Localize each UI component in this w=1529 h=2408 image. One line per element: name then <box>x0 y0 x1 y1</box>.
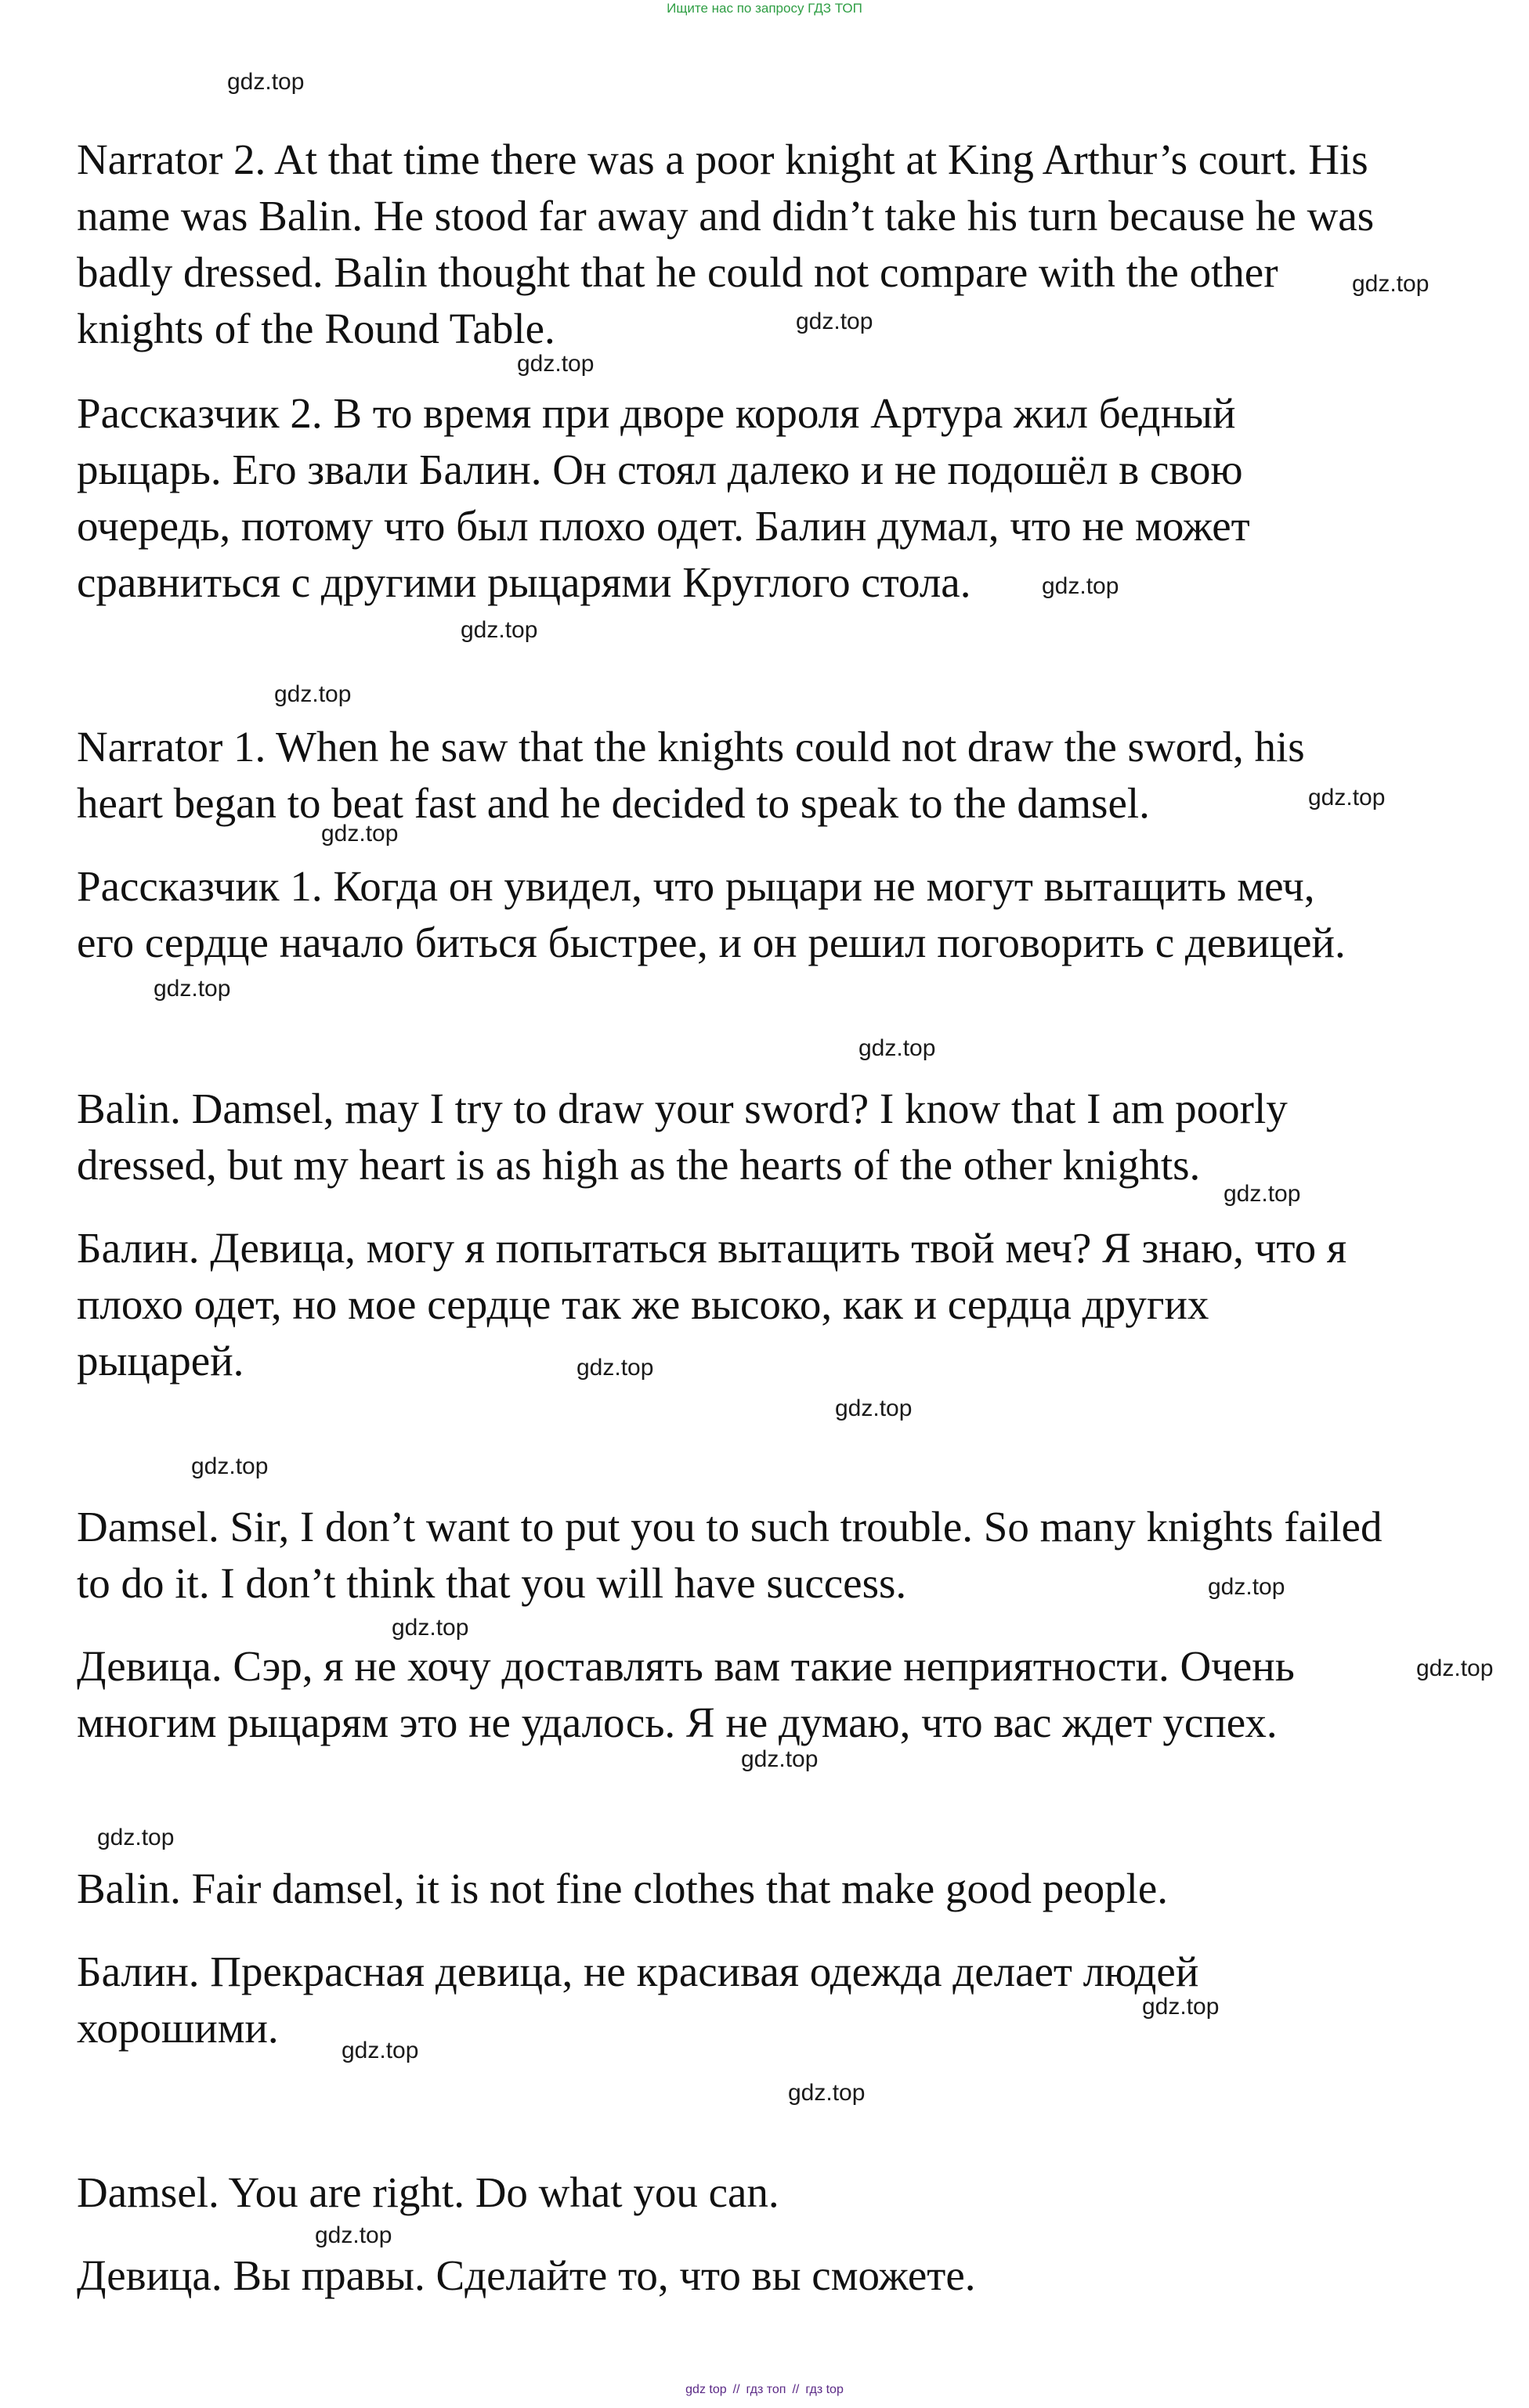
text-line: badly dressed. Balin thought that he could not compare with the other <box>77 248 1278 296</box>
text-line: knights of the Round Table. <box>77 305 555 352</box>
watermark: gdz.top <box>1208 1574 1285 1600</box>
watermark: gdz.top <box>461 617 538 643</box>
text-line: рыцарей. <box>77 1337 244 1385</box>
footer-separator: // <box>732 2383 740 2396</box>
watermark: gdz.top <box>154 976 231 1002</box>
text-line: Balin. Damsel, may I try to draw your sword? I know that I am poorly <box>77 1085 1288 1132</box>
text-line: рыцарь. Его звали Балин. Он стоял далеко и не подошёл в свою <box>77 446 1243 493</box>
watermark: gdz.top <box>1224 1181 1301 1207</box>
watermark: gdz.top <box>227 69 305 95</box>
footer-text: гдз топ <box>746 2383 786 2396</box>
paragraph-narrator2-en <box>77 132 1471 357</box>
text-line: name was Balin. He stood far away and didn’t take his turn because he was <box>77 192 1375 240</box>
text-line: сравниться с другими рыцарями Круглого стола. <box>77 558 971 606</box>
watermark: gdz.top <box>1042 573 1119 599</box>
text-line: Девица. Вы правы. Сделайте то, что вы сможете. <box>77 2251 976 2299</box>
paragraph-damsel2-ru <box>77 2247 1471 2304</box>
footer-text: гдз top <box>805 2383 844 2396</box>
paragraph-balin2-ru <box>77 1944 1471 2056</box>
paragraph-balin1-ru <box>77 1220 1471 1389</box>
watermark: gdz.top <box>835 1395 913 1421</box>
watermark: gdz.top <box>1352 271 1430 297</box>
text-line: Балин. Девица, могу я попытаться вытащить твой меч? Я знаю, что я <box>77 1224 1347 1272</box>
watermark: gdz.top <box>342 2038 419 2063</box>
watermark: gdz.top <box>1308 785 1386 810</box>
text-line: Damsel. Sir, I don’t want to put you to such trouble. So many knights failed <box>77 1503 1383 1551</box>
watermark: gdz.top <box>517 351 595 377</box>
watermark: gdz.top <box>321 821 399 847</box>
text-line: dressed, but my heart is as high as the hearts of the other knights. <box>77 1141 1201 1189</box>
text-line: плохо одет, но мое сердце так же высоко, как и сердца других <box>77 1280 1209 1328</box>
text-line: Балин. Прекрасная девица, не красивая одежда делает людей <box>77 1948 1199 1995</box>
watermark: gdz.top <box>315 2222 392 2248</box>
paragraph-damsel1-ru <box>77 1638 1471 1751</box>
paragraph-narrator1-en <box>77 719 1471 832</box>
text-line: to do it. I don’t think that you will have success. <box>77 1559 907 1607</box>
text-line: Рассказчик 2. В то время при дворе короля Артура жил бедный <box>77 389 1236 437</box>
top-banner: Ищите нас по запросу ГДЗ ТОП <box>667 1 862 16</box>
text-line: Narrator 2. At that time there was a poor knight at King Arthur’s court. His <box>77 135 1368 183</box>
footer <box>0 2382 1529 2398</box>
text-line: Damsel. You are right. Do what you can. <box>77 2168 779 2216</box>
paragraph-balin2-en <box>77 1861 1471 1917</box>
paragraph-balin1-en <box>77 1081 1471 1193</box>
text-line: многим рыцарям это не удалось. Я не думаю, что вас ждет успех. <box>77 1699 1278 1746</box>
paragraph-damsel2-en <box>77 2164 1471 2221</box>
watermark: gdz.top <box>1142 1994 1220 2020</box>
text-line: Девица. Сэр, я не хочу доставлять вам такие неприятности. Очень <box>77 1642 1295 1690</box>
footer-separator: // <box>792 2383 800 2396</box>
watermark: gdz.top <box>97 1825 175 1850</box>
watermark: gdz.top <box>191 1453 269 1479</box>
paragraph-narrator2-ru <box>77 385 1471 611</box>
watermark: gdz.top <box>577 1355 654 1381</box>
text-line: Balin. Fair damsel, it is not fine clothes that make good people. <box>77 1865 1169 1912</box>
text-line: heart began to beat fast and he decided to speak to the damsel. <box>77 779 1150 827</box>
footer-text: gdz top <box>685 2383 727 2396</box>
watermark: gdz.top <box>858 1035 936 1061</box>
text-line: Рассказчик 1. Когда он увидел, что рыцари не могут вытащить меч, <box>77 862 1315 910</box>
text-line: хорошими. <box>77 2004 279 2052</box>
watermark: gdz.top <box>741 1746 819 1772</box>
watermark: gdz.top <box>274 681 352 707</box>
watermark: gdz.top <box>1416 1655 1494 1681</box>
watermark: gdz.top <box>796 309 873 334</box>
text-line: очередь, потому что был плохо одет. Балин думал, что не может <box>77 502 1250 550</box>
text-line: Narrator 1. When he saw that the knights could not draw the sword, his <box>77 723 1305 771</box>
text-line: его сердце начало биться быстрее, и он решил поговорить с девицей. <box>77 919 1346 966</box>
watermark: gdz.top <box>788 2080 866 2106</box>
watermark: gdz.top <box>392 1615 469 1641</box>
paragraph-narrator1-ru <box>77 858 1471 971</box>
